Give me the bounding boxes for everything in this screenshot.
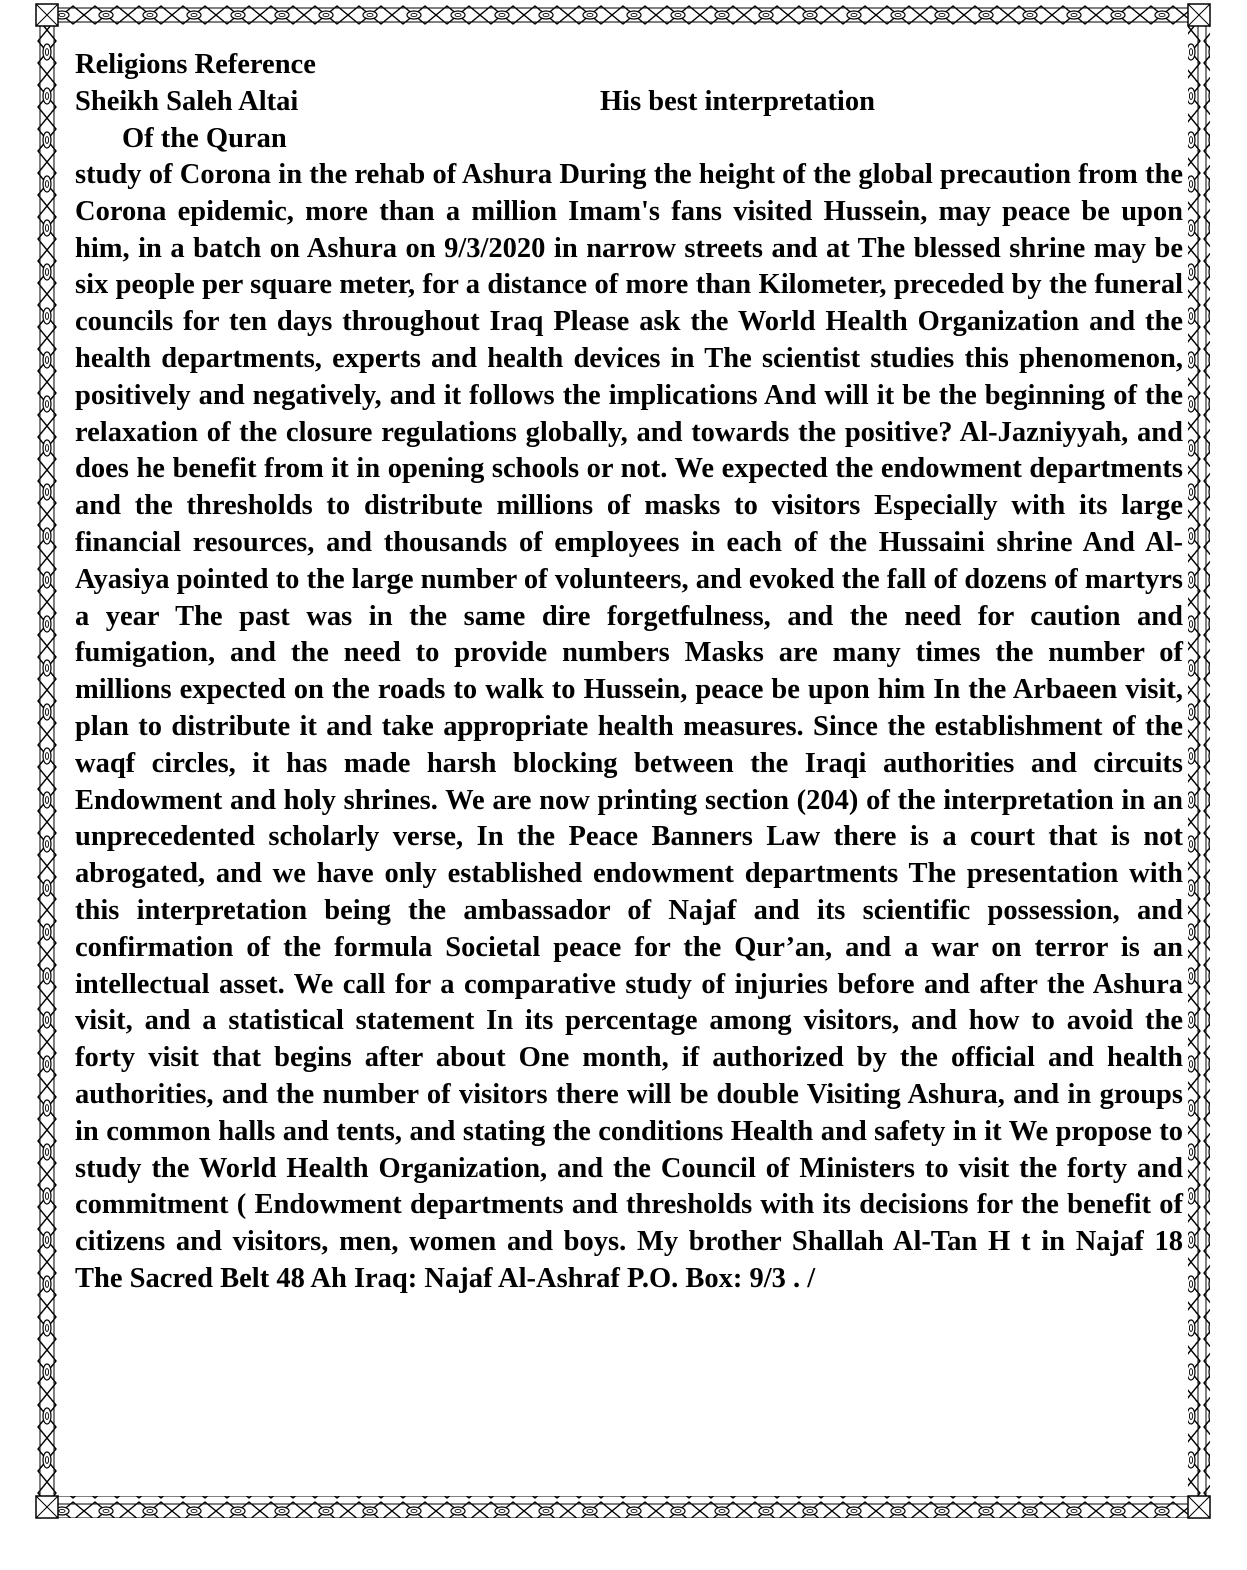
header-line-1: [75, 46, 1183, 83]
document-title: His best interpretation: [600, 86, 875, 117]
header-line-3: [75, 120, 1183, 157]
author-name: Sheikh Saleh Altai: [75, 86, 299, 117]
document-content: [75, 46, 1183, 1298]
header-line-2: [75, 83, 1183, 120]
document-subtitle: Of the Quran: [122, 123, 287, 154]
body-paragraph: study of Corona in the rehab of Ashura During the height of the global precaution from the Corona epidemic, more than a million Imam's fans visited Hussein, may peace be upon him, in a batch on Ashura on 9/3/2020 in narrow streets and at The blessed shrine may be six people per square meter, for a distance of more than Kilometer, preceded by the funeral councils for ten days throughout Iraq Please ask the World Health Organization and the health departments, experts and health devices in The scientist studies this phenomenon, positively and negatively, and it follows the implications And will it be the beginning of the relaxation of the closure regulations globally, and towards the positive? Al-Jazniyyah, and does he benefit from it in opening schools or not. We expected the endowment departments and the thresholds to distribute millions of masks to visitors Especially with its large financial resources, and thousands of employees in each of the Hussaini shrine And Al-Ayasiya pointed to the large number of volunteers, and evoked the fall of dozens of martyrs a year The past was in the same dire forgetfulness, and the need for caution and fumigation, and the need to provide numbers Masks are many times the number of millions expected on the roads to walk to Hussein, peace be upon him In the Arbaeen visit, plan to distribute it and take appropriate health measures. Since the establishment of the waqf circles, it has made harsh blocking between the Iraqi authorities and circuits Endowment and holy shrines. We are now printing section (204) of the interpretation in an unprecedented scholarly verse, In the Peace Banners Law there is a court that is not abrogated, and we have only established endowment departments The presentation with this interpretation being the ambassador of Najaf and its scientific possession, and confirmation of the formula Societal peace for the Qur’an, and a war on terror is an intellectual asset. We call for a comparative study of injuries before and after the Ashura visit, and a statistical statement In its percentage among visitors, and how to avoid the forty visit that begins after about One month, if authorized by the official and health authorities, and the number of visitors there will be double Visiting Ashura, and in groups in common halls and tents, and stating the conditions Health and safety in it We propose to study the World Health Organization, and the Council of Ministers to visit the forty and commitment ( Endowment departments and thresholds with its decisions for the benefit of citizens and visitors, men, women and boys. My brother Shallah Al-Tan H t in Najaf 18 The Sacred Belt 48 Ah Iraq: Najaf Al-Ashraf P.O. Box: 9/3 . /: [75, 159, 1183, 1294]
reference-label: Religions Reference: [75, 49, 316, 80]
